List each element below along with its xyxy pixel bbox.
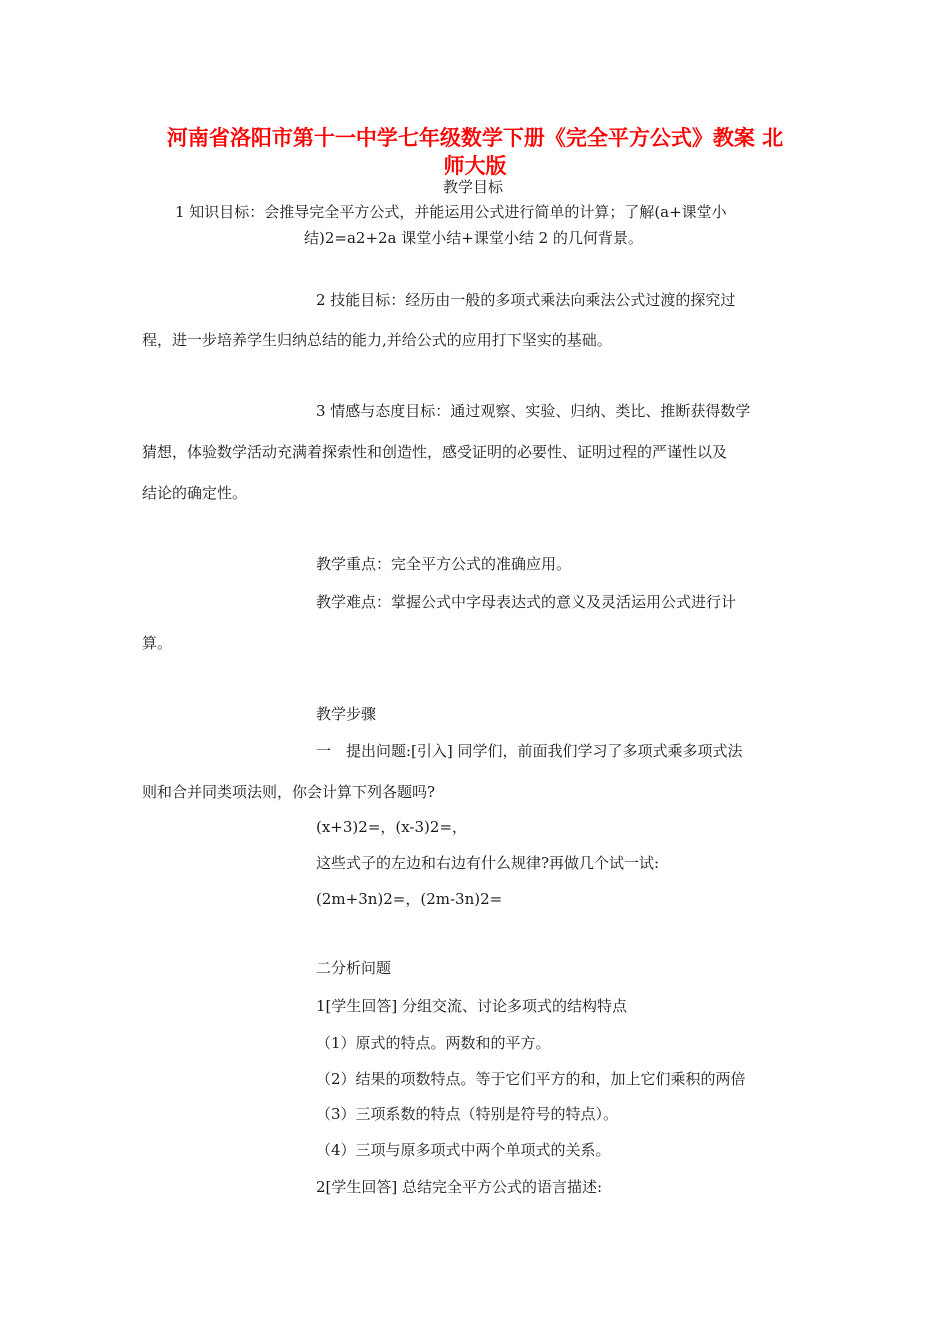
exercise-2: (2m+3n)2=，(2m-3n)2= xyxy=(316,890,503,908)
difficulty-line-1: 教学难点：掌握公式中字母表达式的意义及灵活运用公式进行计 xyxy=(316,593,737,611)
objective-1-line-1: 1 知识目标：会推导完全平方公式，并能运用公式进行简单的计算；了解(a+课堂小 xyxy=(175,203,727,221)
student-answer-1: 1[学生回答] 分组交流、讨论多项式的结构特点 xyxy=(316,997,628,1015)
objective-2-line-1: 2 技能目标：经历由一般的多项式乘法向乘法公式过渡的探究过 xyxy=(316,291,736,309)
objective-2-line-2: 程，进一步培养学生归纳总结的能力,并给公式的应用打下坚实的基础。 xyxy=(142,331,612,349)
step-1-line-2: 则和合并同类项法则，你会计算下列各题吗? xyxy=(142,783,436,801)
exercise-1: (x+3)2=，(x-3)2=， xyxy=(316,818,468,836)
list-item-1: （1）原式的特点。两数和的平方。 xyxy=(316,1034,551,1052)
difficulty-line-2: 算。 xyxy=(142,634,173,652)
section-2-heading: 二分析问题 xyxy=(316,959,392,977)
objective-3-line-1: 3 情感与态度目标：通过观察、实验、归纳、类比、推断获得数学 xyxy=(316,402,751,420)
list-item-4: （4）三项与原多项式中两个单项式的关系。 xyxy=(316,1141,611,1159)
list-item-2: （2）结果的项数特点。等于它们平方的和，加上它们乘积的两倍 xyxy=(316,1070,746,1088)
objective-1-line-2: 结)2=a2+2a 课堂小结+课堂小结 2 的几何背景。 xyxy=(304,229,643,247)
objective-3-line-2: 猜想，体验数学活动充满着探索性和创造性，感受证明的必要性、证明过程的严谨性以及 xyxy=(142,443,728,461)
objective-3-line-3: 结论的确定性。 xyxy=(142,484,248,502)
steps-heading: 教学步骤 xyxy=(316,705,377,723)
list-item-3: （3）三项系数的特点（特别是符号的特点）。 xyxy=(316,1105,619,1123)
step-1-line-1: 一 提出问题:[引入] 同学们，前面我们学习了多项式乘多项式法 xyxy=(316,742,743,760)
objectives-heading: 教学目标 xyxy=(443,178,504,196)
title-line-2: 师大版 xyxy=(443,154,507,178)
key-point: 教学重点：完全平方公式的准确应用。 xyxy=(316,555,572,573)
title-line-1: 河南省洛阳市第十一中学七年级数学下册《完全平方公式》教案 北 xyxy=(166,126,784,150)
document-title xyxy=(130,124,820,180)
exercise-prompt: 这些式子的左边和右边有什么规律?再做几个试一试: xyxy=(316,854,660,872)
student-answer-2: 2[学生回答] 总结完全平方公式的语言描述: xyxy=(316,1178,603,1196)
